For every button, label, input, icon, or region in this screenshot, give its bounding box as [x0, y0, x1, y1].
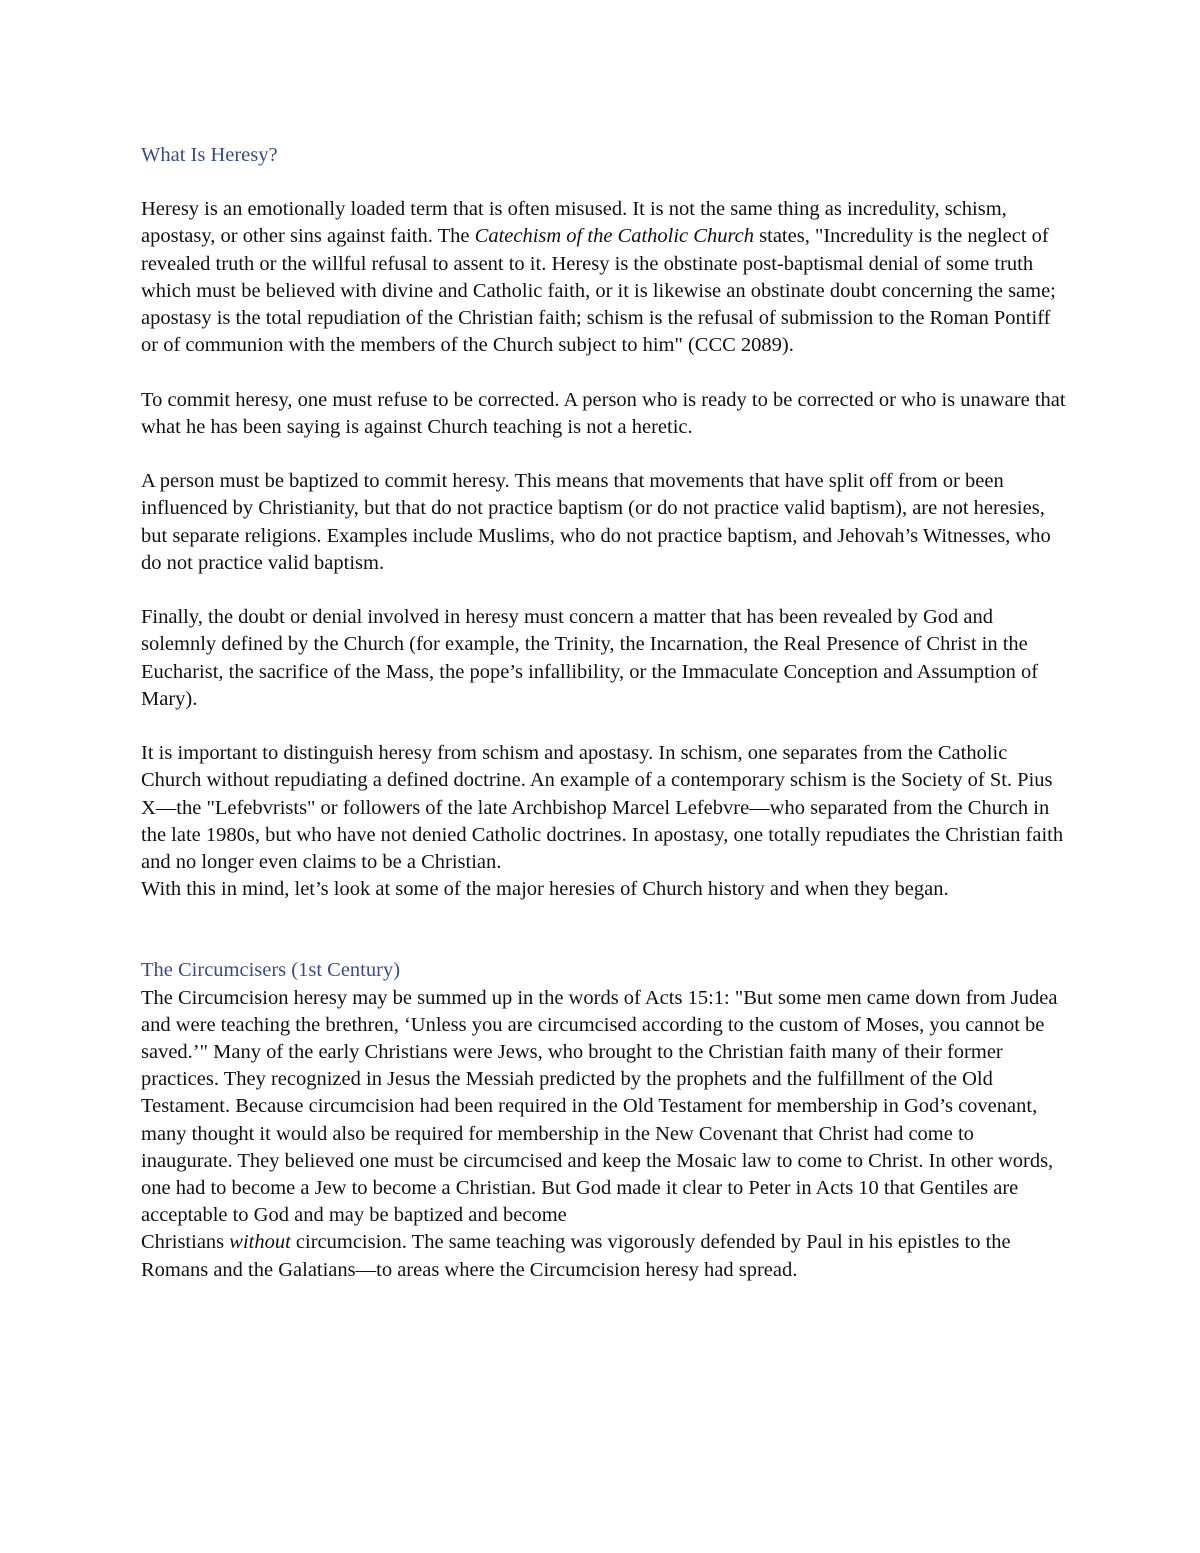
catechism-title: Catechism of the Catholic Church	[474, 225, 755, 248]
paragraph-schism-apostasy: It is important to distinguish heresy from schism and apostasy. In schism, one separates from the Catholic Church without repudiating a defined doctrine. An example of a contemporary schism is the Society of St. Pius X—the "Lefebvrists" or followers of the late Archbishop Marcel Lefebvre—who separated from the Church in the late 1980s, but who have not denied Catholic doctrines. In apostasy, one totally repudiates the Christian faith and no longer even claims to be a Christian.	[141, 742, 1064, 874]
paragraph-circumcision-continued	[141, 1229, 1066, 1283]
paragraph-definition-text-a: Heresy is an emotionally loaded term that is often misused. It is not the same thing as incredulity, schism, apostasy, or other sins against faith. The	[141, 198, 1007, 248]
paragraph-revealed-matter: Finally, the doubt or denial involved in heresy must concern a matter that has been revealed by God and solemnly defined by the Church (for example, the Trinity, the Incarnation, the Real Presence of Christ in the Eucharist, the sacrifice of the Mass, the pope’s infallibility, or the Immaculate Conception and Assumption of Mary).	[141, 606, 1039, 710]
section-heading-circumcisers: The Circumcisers (1st Century)	[141, 959, 401, 982]
paragraph-transition: With this in mind, let’s look at some of the major heresies of Church history and when they began.	[141, 878, 949, 901]
paragraph-circumcision-continued-text-a: Christians	[141, 1231, 230, 1254]
paragraph-definition-text-b: states, "Incredulity is the neglect of revealed truth or the willful refusal to assent to it. Heresy is the obstinate post-baptismal denial of some truth which must be believed with divine and Catholic faith, or it is likewise an obstinate doubt concerning the same; apostasy is the total repudiation of the Christian faith; schism is the refusal of submission to the Roman Pontiff or of communion with the members of the Church subject to him" (CCC 2089).	[141, 225, 1056, 357]
paragraph-baptism: A person must be baptized to commit heresy. This means that movements that have split off from or been influenced by Christianity, but that do not practice baptism (or do not practice valid baptism), are not heresies, but separate religions. Examples include Muslims, who do not practice baptism, and Jehovah’s Witnesses, who do not practice valid baptism.	[141, 470, 1051, 574]
document-body	[141, 142, 1066, 1284]
paragraph-circumcision: The Circumcision heresy may be summed up in the words of Acts 15:1: "But some men came down from Judea and were teaching the brethren, ‘Unless you are circumcised according to the custom of Moses, you cannot be saved.’" Many of the early Christians were Jews, who brought to the Christian faith many of their former practices. They recognized in Jesus the Messiah predicted by the prophets and the fulfillment of the Old Testament. Because circumcision had been required in the Old Testament for membership in God’s covenant, many thought it would also be required for membership in the New Covenant that Christ had come to inaugurate. They believed one must be circumcised and keep the Mosaic law to come to Christ. In other words, one had to become a Jew to become a Christian. But God made it clear to Peter in Acts 10 that Gentiles are acceptable to God and may be baptized and become	[141, 986, 1058, 1227]
paragraph-circumcision-continued-text-b: circumcision. The same teaching was vigorously defended by Paul in his epistles to the Romans and the Galatians—to areas where the Circumcision heresy had spread.	[141, 1231, 1011, 1281]
paragraph-correction: To commit heresy, one must refuse to be corrected. A person who is ready to be corrected or who is unaware that what he has been saying is against Church teaching is not a heretic.	[141, 388, 1066, 438]
emphasis-without: without	[229, 1231, 291, 1254]
paragraph-definition	[141, 196, 1066, 359]
section-heading-what-is-heresy: What Is Heresy?	[141, 144, 278, 166]
